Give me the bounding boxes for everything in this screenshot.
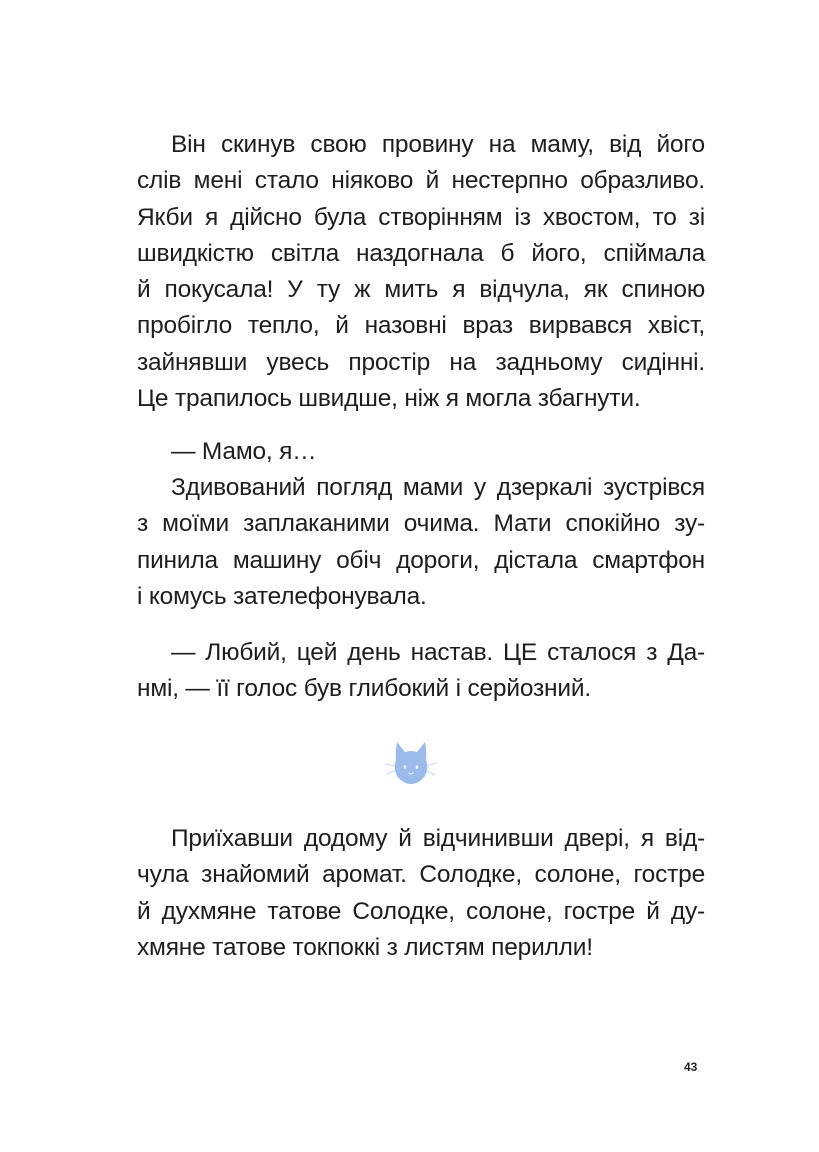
text-line: нмі, — її голос був глибокий і серйозний.	[137, 675, 591, 703]
text-line: слів мені стало ніяково й нестерпно образливо.	[137, 167, 705, 195]
text-line: й духмяне татове Солодке, солоне, гостре й ду-	[137, 897, 705, 925]
paragraph-1	[137, 127, 705, 417]
paragraph-4-dialogue	[137, 635, 705, 708]
text-line: й покусала! У ту ж мить я відчула, як спиною	[137, 276, 705, 304]
paragraph-5	[137, 821, 705, 966]
paragraph-3	[137, 470, 705, 615]
text-line: Здивований погляд мами у дзеркалі зустрівся	[171, 474, 705, 501]
text-line: пинила машину обіч дороги, дістала смартфон	[137, 546, 705, 574]
text-line: Він скинув свою провину на маму, від його	[171, 131, 705, 158]
text-line: швидкістю світла наздогнала б його, спіймала	[137, 239, 705, 267]
text-line: хмяне татове токпоккі з листям перилли!	[137, 933, 593, 961]
text-line: Це трапилось швидше, ніж я могла збагнути.	[137, 385, 641, 413]
text-line: — Любий, цей день настав. ЦЕ сталося з Да-	[171, 639, 705, 666]
text-line: з моїми заплаканими очима. Мати спокійно зу-	[137, 510, 705, 538]
text-line: Якби я дійсно була створінням із хвостом, то зі	[137, 203, 705, 231]
text-line: і комусь зателефонувала.	[137, 582, 427, 610]
text-line: зайнявши увесь простір на задньому сидінні.	[137, 348, 705, 376]
text-line: Приїхавши додому й відчинивши двері, я від-	[171, 825, 705, 852]
cat-head-icon	[383, 738, 439, 788]
text-line: пробігло тепло, й назовні враз вирвався хвіст,	[137, 312, 705, 340]
paragraph-2-dialogue	[137, 434, 705, 470]
page-number: 43	[684, 1060, 698, 1074]
text-line: чула знайомий аромат. Солодке, солоне, гостре	[137, 861, 705, 889]
text-line: — Мамо, я…	[171, 438, 317, 465]
